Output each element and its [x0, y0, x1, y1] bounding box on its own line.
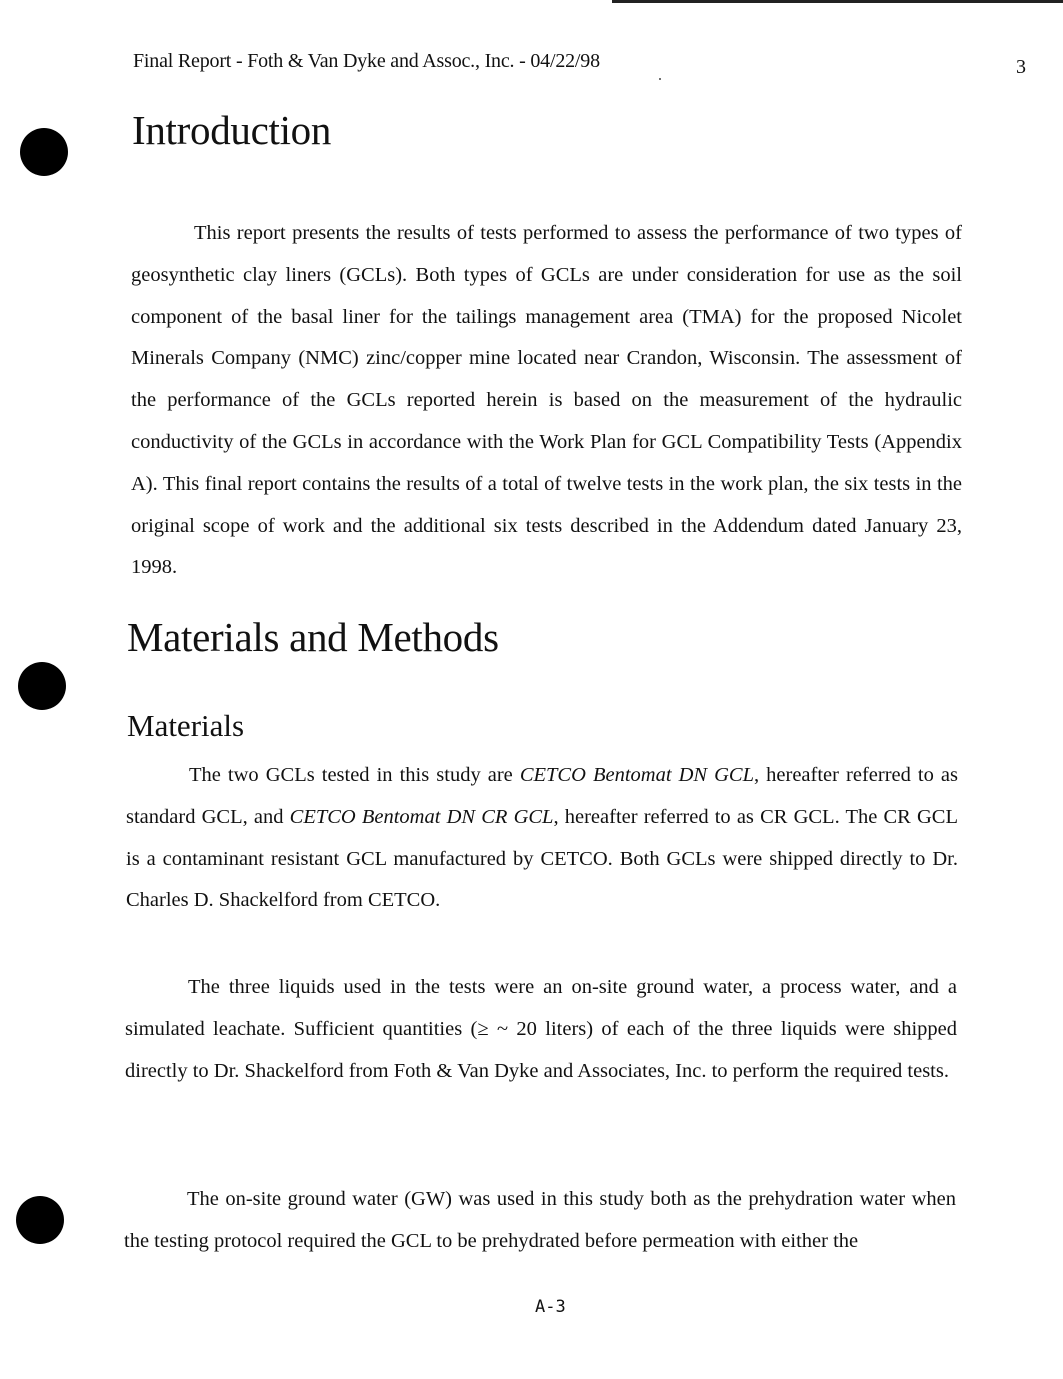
- punch-hole-middle: [18, 662, 66, 710]
- top-edge-rule: [612, 0, 1063, 3]
- introduction-heading: Introduction: [132, 107, 332, 153]
- product-standard-gcl: CETCO Bentomat DN GCL: [519, 764, 754, 786]
- materials-paragraph-liquids: The three liquids used in the tests were an on-site ground water, a process water, and a simulated leachate. Sufficient quantities (≥ ~ 20 liters) of each of the three liquids were shipped directly to Dr. Shackelford from Foth & Van Dyke and Associates, Inc. to perform the required tests.: [125, 976, 957, 1082]
- page-number: 3: [1016, 56, 1026, 78]
- materials-text-3: , hereafter referred to as CR GCL. The CR GCL is a contaminant resistant GCL manufactured by CETCO. Both GCLs were shipped directly to Dr. Charles D. Shackelford from CETCO.: [126, 805, 959, 912]
- materials-paragraph-gcls: [126, 755, 958, 922]
- running-header: Final Report - Foth & Van Dyke and Assoc., Inc. - 04/22/98: [133, 50, 600, 72]
- scan-speck: [659, 78, 661, 80]
- punch-hole-bottom: [16, 1196, 64, 1244]
- punch-hole-top: [20, 128, 68, 176]
- materials-text-2: , hereafter referred to as standard GCL, and: [126, 764, 959, 828]
- materials-text-1: The two GCLs tested in this study are: [189, 764, 520, 786]
- product-cr-gcl: CETCO Bentomat DN CR GCL: [289, 805, 554, 828]
- materials-subheading: Materials: [127, 708, 245, 743]
- introduction-paragraph: This report presents the results of tests performed to assess the performance of two types of geosynthetic clay liners (GCLs). Both types of GCLs are under consideration for use as the soil component of the basal liner for the tailings management area (TMA) for the proposed Nicolet Minerals Company (NMC) zinc/copper mine located near Crandon, Wisconsin. The assessment of the performance of the GCLs reported herein is based on the measurement of the hydraulic conductivity of the GCLs in accordance with the Work Plan for GCL Compatibility Tests (Appendix A). This final report contains the results of a total of twelve tests in the work plan, the six tests in the original scope of work and the additional six tests described in the Addendum dated January 23, 1998.: [131, 222, 962, 579]
- materials-paragraph-groundwater: The on-site ground water (GW) was used in this study both as the prehydration water when the testing protocol required the GCL to be prehydrated before permeation with either the: [124, 1188, 956, 1252]
- materials-methods-heading: Materials and Methods: [127, 614, 499, 660]
- page-footer-label: A-3: [535, 1297, 566, 1317]
